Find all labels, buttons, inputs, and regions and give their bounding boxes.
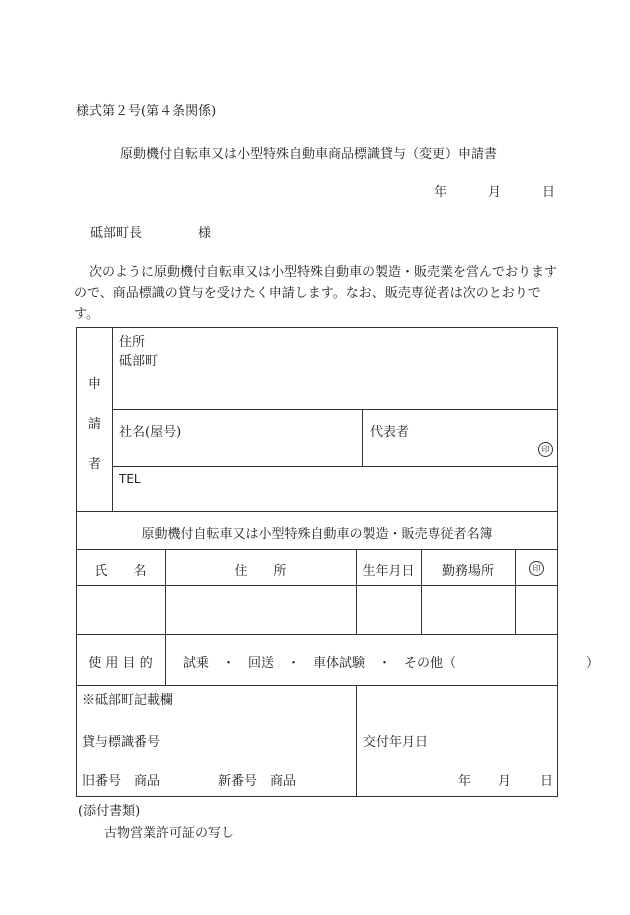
column-workplace: 勤務場所 [441, 564, 494, 579]
date-year: 年 [434, 185, 448, 200]
column-name: 氏 名 [94, 564, 147, 579]
plate-number-label: 貸与標識番号 [82, 735, 161, 750]
old-number-label: 旧番号 商品 [82, 774, 161, 789]
addressee-suffix: 様 [198, 226, 212, 241]
issue-month: 月 [498, 774, 512, 789]
applicant-label-1: 申 [88, 377, 102, 392]
applicant-label-2: 請 [88, 417, 102, 432]
column-address: 住 所 [234, 564, 287, 579]
staff-register-title: 原動機付自転車又は小型特殊自動車の製造・販売専従者名簿 [141, 527, 493, 542]
column-seal [515, 560, 558, 576]
representative-label: 代表者 [370, 425, 410, 440]
date-day: 日 [542, 185, 556, 200]
issue-year: 年 [458, 774, 472, 789]
attachments-label: (添付書類) [78, 804, 141, 819]
tel-label: TEL [119, 472, 141, 486]
purpose-options: 試乗 ・ 回送 ・ 車体試験 ・ その他（ ） [183, 656, 600, 671]
seal-icon: 印 [538, 442, 553, 457]
company-label: 社名(屋号) [119, 425, 182, 440]
seal-mark [538, 441, 553, 457]
issue-day: 日 [540, 774, 554, 789]
applicant-label-3: 者 [88, 457, 102, 472]
address-label: 住所 [119, 335, 146, 350]
form-id: 様式第２号(第４条関係) [76, 104, 217, 119]
seal-icon: 印 [529, 561, 544, 576]
attachment-item: 古物営業許可証の写し [104, 826, 235, 841]
date-month: 月 [488, 185, 502, 200]
office-use-title: ※砥部町記載欄 [82, 693, 174, 708]
address-value: 砥部町 [119, 354, 159, 369]
column-birthdate: 生年月日 [362, 564, 415, 579]
intro-paragraph: 次のように原動機付自転車又は小型特殊自動車の製造・販売業を営んでおりますので、商品標識の貸与を受けたく申請します。なお、販売専従者は次のとおりです。 [74, 265, 558, 322]
new-number-label: 新番号 商品 [218, 774, 297, 789]
issue-date-label: 交付年月日 [363, 735, 429, 750]
document-title: 原動機付自転車又は小型特殊自動車商品標識貸与（変更）申請書 [120, 147, 498, 162]
addressee [90, 222, 212, 241]
purpose-label: 使 用 目 的 [88, 656, 153, 671]
addressee-name: 砥部町長 [90, 226, 143, 241]
